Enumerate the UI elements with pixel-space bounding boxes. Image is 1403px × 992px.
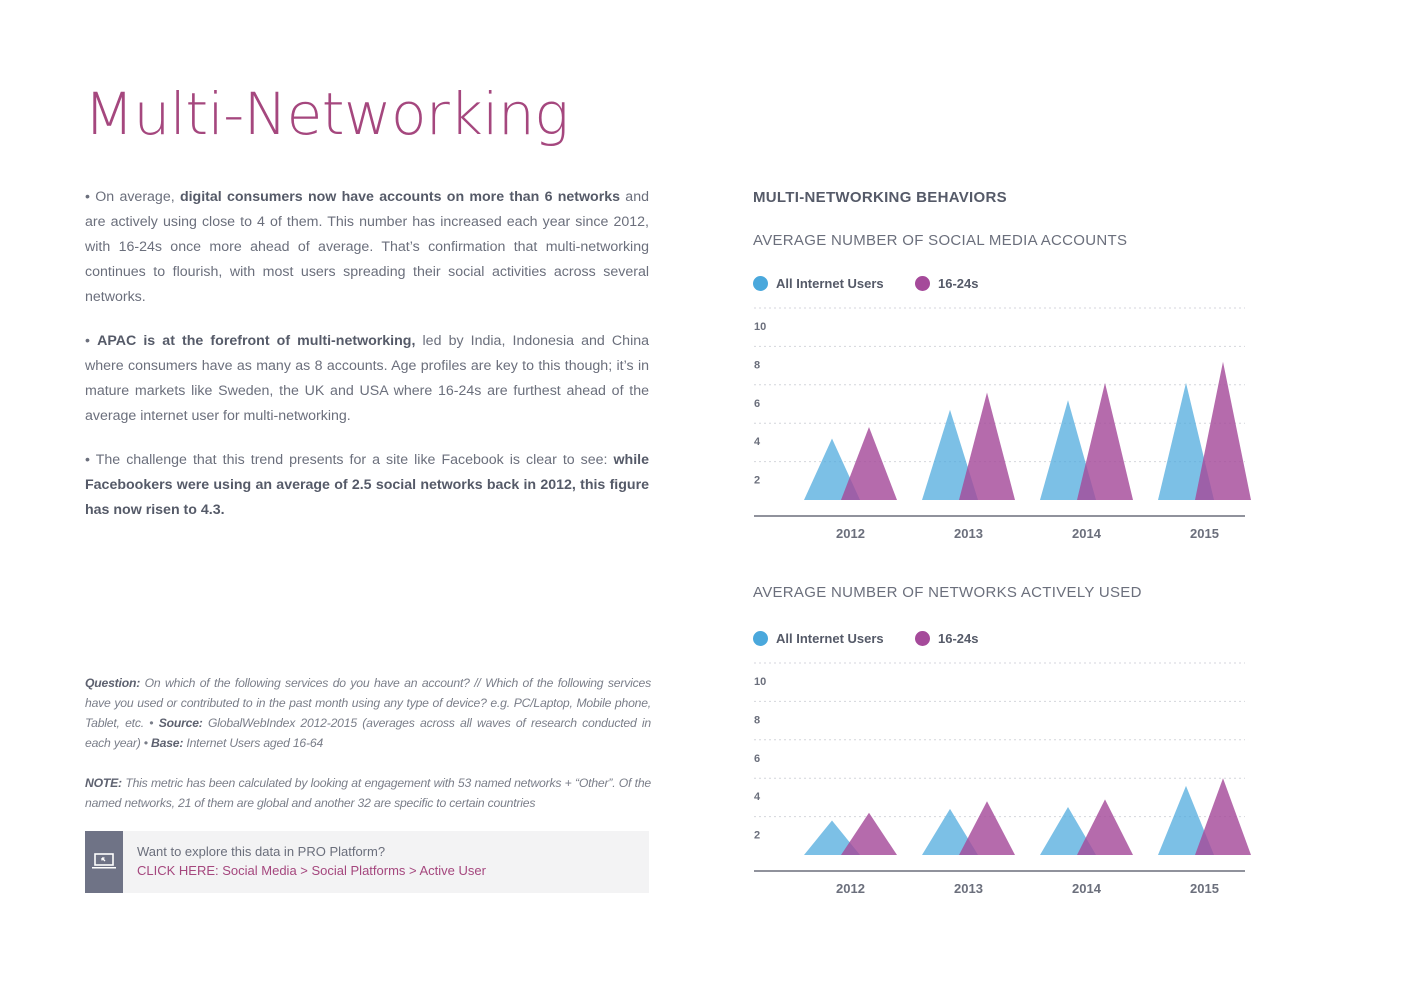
y-tick-label: 2 [754, 829, 761, 842]
triangle-mark-16-24s [841, 813, 897, 855]
bold-text: APAC is at the forefront of multi-networking, [97, 333, 416, 349]
y-tick-label: 2 [754, 474, 761, 487]
text-run: On which of the following services do you have an account? // Which of the following services have you used or contributed to in the past month using any type of device? e.g. PC/Laptop, Mobile phone, Tablet, etc. • [85, 676, 651, 730]
y-tick-label: 4 [754, 791, 761, 804]
legend-label: 16-24s [938, 276, 979, 291]
text-run: led by India, Indonesia and China where consumers have as many as 8 accounts. Age profiles are key to this though; it’s in mature markets like Sweden, the UK and USA where 16-24s are furthest ahead of the average internet user for multi-networking. [85, 333, 650, 424]
text-run: • On average, [85, 189, 180, 205]
legend-item-all-users [753, 631, 884, 646]
triangle-mark-16-24s [1195, 362, 1251, 500]
bold-text: Question: [85, 676, 141, 690]
paragraph-1 [85, 185, 649, 310]
chart-1-title: AVERAGE NUMBER OF SOCIAL MEDIA ACCOUNTS [753, 232, 1128, 249]
chart-networks-actively-used [740, 655, 1260, 905]
legend-swatch-all-users [753, 631, 768, 646]
cta-icon-panel [85, 831, 123, 893]
triangle-mark-16-24s [1077, 799, 1133, 855]
legend-swatch-16-24s [915, 631, 930, 646]
body-copy [85, 185, 649, 542]
question-source-note [85, 673, 651, 753]
x-tick-label: 2012 [836, 526, 865, 541]
bold-text: Base: [151, 736, 184, 750]
text-run: GlobalWebIndex 2012-2015 (averages across all waves of research conducted in each year) • [85, 716, 651, 750]
cta-link[interactable]: CLICK HERE: Social Media > Social Platforms > Active User [137, 863, 486, 878]
legend-item-16-24s [915, 631, 978, 646]
bold-text: while Facebookers were using an average of 2.5 social networks back in 2012, this figure has now risen to 4.3. [85, 452, 649, 518]
triangle-mark-16-24s [1077, 383, 1133, 500]
chart-2-title: AVERAGE NUMBER OF NETWORKS ACTIVELY USED [753, 584, 1142, 601]
section-heading: MULTI-NETWORKING BEHAVIORS [753, 189, 1007, 206]
metric-note [85, 773, 651, 813]
paragraph-2 [85, 329, 649, 429]
pro-platform-link-box[interactable] [85, 831, 649, 893]
y-tick-label: 6 [754, 752, 761, 765]
legend-swatch-all-users [753, 276, 768, 291]
y-tick-label: 6 [754, 397, 761, 410]
paragraph-3 [85, 448, 649, 523]
laptop-icon [91, 851, 117, 871]
legend-item-all-users [753, 276, 884, 291]
text-run: • [85, 333, 98, 349]
y-tick-label: 4 [754, 436, 761, 449]
y-tick-label: 10 [754, 321, 767, 333]
x-tick-label: 2014 [1072, 881, 1101, 896]
y-tick-label: 10 [754, 676, 767, 688]
triangle-mark-16-24s [841, 427, 897, 500]
legend-swatch-16-24s [915, 276, 930, 291]
x-tick-label: 2013 [954, 526, 983, 541]
cta-prompt-text: Want to explore this data in PRO Platform? [137, 844, 386, 859]
legend-label: All Internet Users [776, 276, 884, 291]
text-run: • The challenge that this trend presents for a site like Facebook is clear to see: [85, 452, 614, 468]
text-run: This metric has been calculated by looking at engagement with 53 named networks + “Other”. Of the named networks, 21 of them are global and another 32 are specific to certain countries [85, 776, 651, 810]
bold-text: NOTE: [85, 776, 122, 790]
text-run: and are actively using close to 4 of them. This number has increased each year since 2012, with 16-24s once more ahead of average. That’s confirmation that multi-networking continues to flourish, with most users spreading their social activities across several networks. [85, 189, 649, 305]
x-tick-label: 2013 [954, 881, 983, 896]
triangle-mark-16-24s [1195, 778, 1251, 855]
legend-label: 16-24s [938, 631, 979, 646]
triangle-mark-16-24s [959, 392, 1015, 500]
legend-label: All Internet Users [776, 631, 884, 646]
y-tick-label: 8 [754, 359, 761, 372]
bold-text: Source: [158, 716, 203, 730]
x-tick-label: 2012 [836, 881, 865, 896]
triangle-mark-16-24s [959, 801, 1015, 855]
text-run: Internet Users aged 16-64 [183, 736, 324, 750]
x-tick-label: 2015 [1190, 881, 1219, 896]
footnotes [85, 673, 651, 833]
x-tick-label: 2014 [1072, 526, 1101, 541]
bold-text: digital consumers now have accounts on more than 6 networks [179, 189, 621, 205]
y-tick-label: 8 [754, 714, 761, 727]
page-title: Multi-Networking [84, 80, 569, 148]
legend-item-16-24s [915, 276, 978, 291]
chart-social-media-accounts [740, 300, 1260, 550]
x-tick-label: 2015 [1190, 526, 1219, 541]
